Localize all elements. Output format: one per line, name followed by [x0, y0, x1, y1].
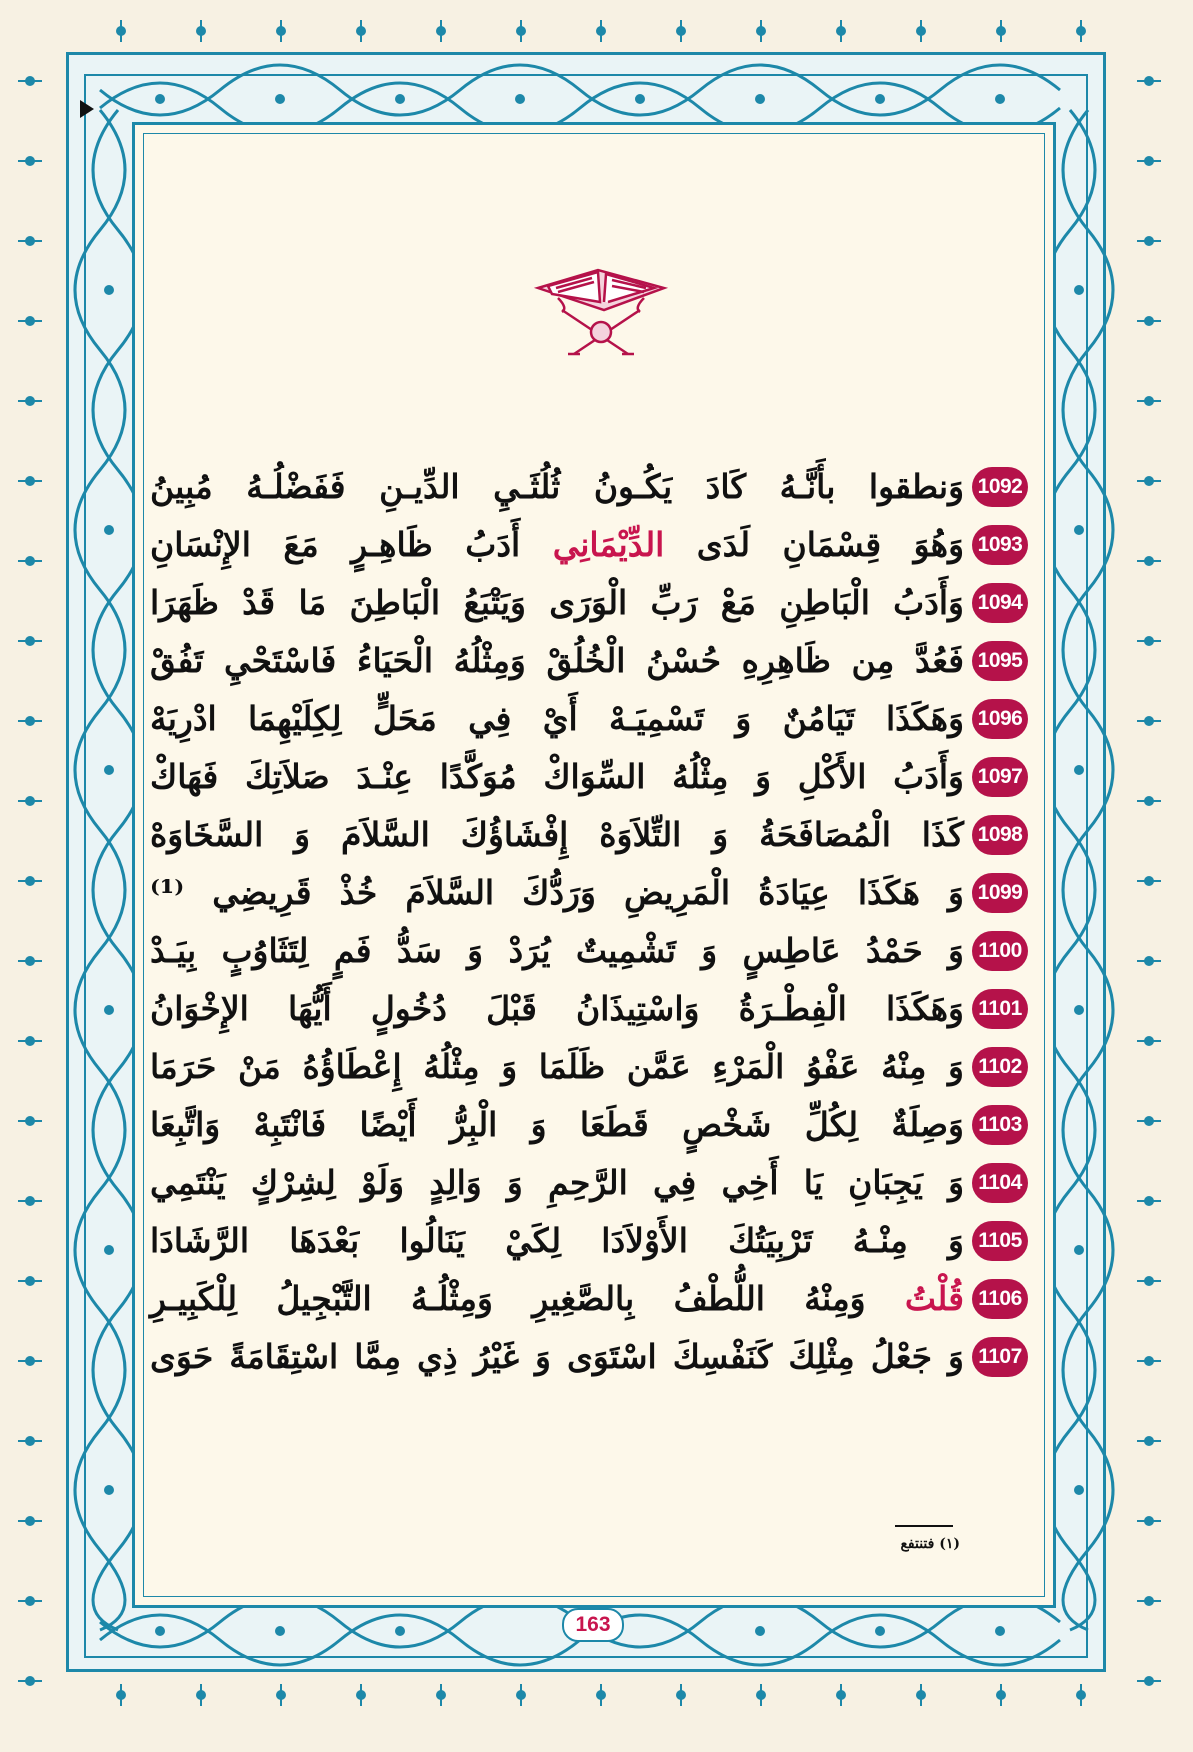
- verse-row: [150, 1325, 1030, 1389]
- verse-text: وَ حَمْدُ عَاطِسٍ وَ تَشْمِيتٌ يُرَدْ وَ سَدُّ فَمٍ لِتَثَاوُبٍ بِيَـدْ: [150, 931, 964, 970]
- verse-number-badge: 1105: [972, 1221, 1028, 1261]
- verse-row: [150, 919, 1030, 983]
- verse-number-badge: 1094: [972, 583, 1028, 623]
- verse-row: [150, 1209, 1030, 1273]
- verse-text: وَ جَعْلُ مِثْلِكَ كَنَفْسِكَ اسْتَوَى وَ غَيْرُ ذِي مِمَّا اسْتِقَامَةً حَوَى: [150, 1337, 964, 1376]
- verse-row: [150, 571, 1030, 635]
- right-edge-ornaments: [1137, 30, 1177, 1720]
- verse-number-badge: 1092: [972, 467, 1028, 507]
- verse-text: [150, 517, 964, 573]
- verse-number-badge: 1104: [972, 1163, 1028, 1203]
- verse-text: [150, 1271, 964, 1327]
- page-number: 163: [562, 1608, 624, 1642]
- verse-text: وَهَكَذَا تَيَامُنٌ وَ تَسْمِيَـهْ أَيْ فِي مَحَلٍّ لِكِلَيْهِمَا ادْرِيَهْ: [150, 699, 964, 738]
- verse-text: وَ مِنْـهُ تَرْبِيَتُكَ الأَوْلاَدَا لِكَيْ يَنَالُوا بَعْدَهَا الرَّشَادَا: [150, 1221, 964, 1260]
- verse-row: [150, 455, 1030, 519]
- quran-on-stand-icon: [528, 236, 674, 364]
- verse-text: وَهَكَذَا الْفِطْـرَةُ وَاسْتِيذَانُ قَبْلَ دُخُولٍ أَيُّهَا الإِخْوَانُ: [150, 989, 964, 1028]
- verse-number-badge: 1093: [972, 525, 1028, 565]
- footnote: (١) فتنتفع: [900, 1536, 960, 1552]
- verse-number-badge: 1097: [972, 757, 1028, 797]
- verse-number-badge: 1099: [972, 873, 1028, 913]
- verse-text-part: وَمِنْهُ اللُّطْفُ بِالصَّغِيرِ وَمِثْلُـهُ التَّبْجِيلُ لِلْكَبِيـرِ: [150, 1279, 905, 1318]
- top-edge-ornaments: [60, 20, 1130, 50]
- verse-text: كَذَا الْمُصَافَحَةُ وَ التِّلاَوَهْ إِفْشَاؤُكَ السَّلاَمَ وَ السَّخَاوَهْ: [150, 815, 964, 854]
- verse-number-badge: 1096: [972, 699, 1028, 739]
- verse-number-badge: 1098: [972, 815, 1028, 855]
- verse-row: [150, 977, 1030, 1041]
- verse-number-badge: 1106: [972, 1279, 1028, 1319]
- triangle-marker-icon: [80, 100, 94, 118]
- verse-text: وَ هَكَذَا عِيَادَةُ الْمَرِيضِ وَرَدُّكَ السَّلاَمَ خُذْ قَرِيضِي ⁽¹⁾: [150, 873, 964, 912]
- verse-text: وَأَدَبُ الأَكْلِ وَ مِثْلُهُ السِّوَاكْ مُوَكَّدًا عِنْـدَ صَلاَتِكَ فَهَاكْ: [150, 757, 964, 796]
- verse-row: [150, 745, 1030, 809]
- verse-text-part: وَهُوَ قِسْمَانِ لَدَى: [664, 525, 965, 564]
- verse-row: [150, 861, 1030, 925]
- verse-number-badge: 1103: [972, 1105, 1028, 1145]
- verse-number-badge: 1102: [972, 1047, 1028, 1087]
- footnote-rule: [895, 1525, 953, 1527]
- verse-row: [150, 1035, 1030, 1099]
- verse-number-badge: 1107: [972, 1337, 1028, 1377]
- verse-text: وَ مِنْهُ عَفْوُ الْمَرْءِ عَمَّن ظَلَمَا وَ مِثْلُهُ إِعْطَاؤُهُ مَنْ حَرَمَا: [150, 1047, 964, 1086]
- verse-text: وَ يَجِبَانِ يَا أَخِي فِي الرَّحِمِ وَ وَالِدٍ وَلَوْ لِشِرْكٍ يَنْتَمِي: [150, 1163, 964, 1202]
- highlighted-word: الدِّيْمَانِي: [552, 525, 665, 564]
- verse-row: [150, 1093, 1030, 1157]
- verse-row: [150, 629, 1030, 693]
- verse-row: [150, 687, 1030, 751]
- verse-row: [150, 803, 1030, 867]
- verse-text: وَصِلَةٌ لِكُلِّ شَخْصٍ قَطَعَا وَ الْبِرُّ أَيْضًا فَانْتَبِهْ وَاتَّبِعَا: [150, 1105, 964, 1144]
- verse-text: فَعُدَّ مِن ظَاهِرِهِ حُسْنُ الْخُلُقْ وَمِثْلُهُ الْحَيَاءُ فَاسْتَحْيِ تَفُقْ: [150, 641, 964, 680]
- left-edge-ornaments: [18, 30, 58, 1720]
- verse-number-badge: 1101: [972, 989, 1028, 1029]
- verse-text: وَنطقوا بأَنَّـهُ كَادَ يَكُـونُ ثُلُثَـيِ الدِّيـنِ فَفَضْلُـهُ مُبِينُ: [150, 467, 964, 506]
- highlighted-word: قُلْتُ: [904, 1279, 964, 1318]
- verse-number-badge: 1095: [972, 641, 1028, 681]
- verse-row: [150, 1267, 1030, 1331]
- verse-text-part: أَدَبُ ظَاهِـرٍ مَعَ الإِنْسَانِ: [150, 525, 553, 564]
- verse-row: [150, 1151, 1030, 1215]
- verse-number-badge: 1100: [972, 931, 1028, 971]
- verse-row: [150, 513, 1030, 577]
- verse-text: وَأَدَبُ الْبَاطِنِ مَعْ رَبِّ الْوَرَى وَيَتْبَعُ الْبَاطِنَ مَا قَدْ ظَهَرَا: [150, 583, 964, 622]
- bottom-edge-ornaments: [60, 1684, 1130, 1714]
